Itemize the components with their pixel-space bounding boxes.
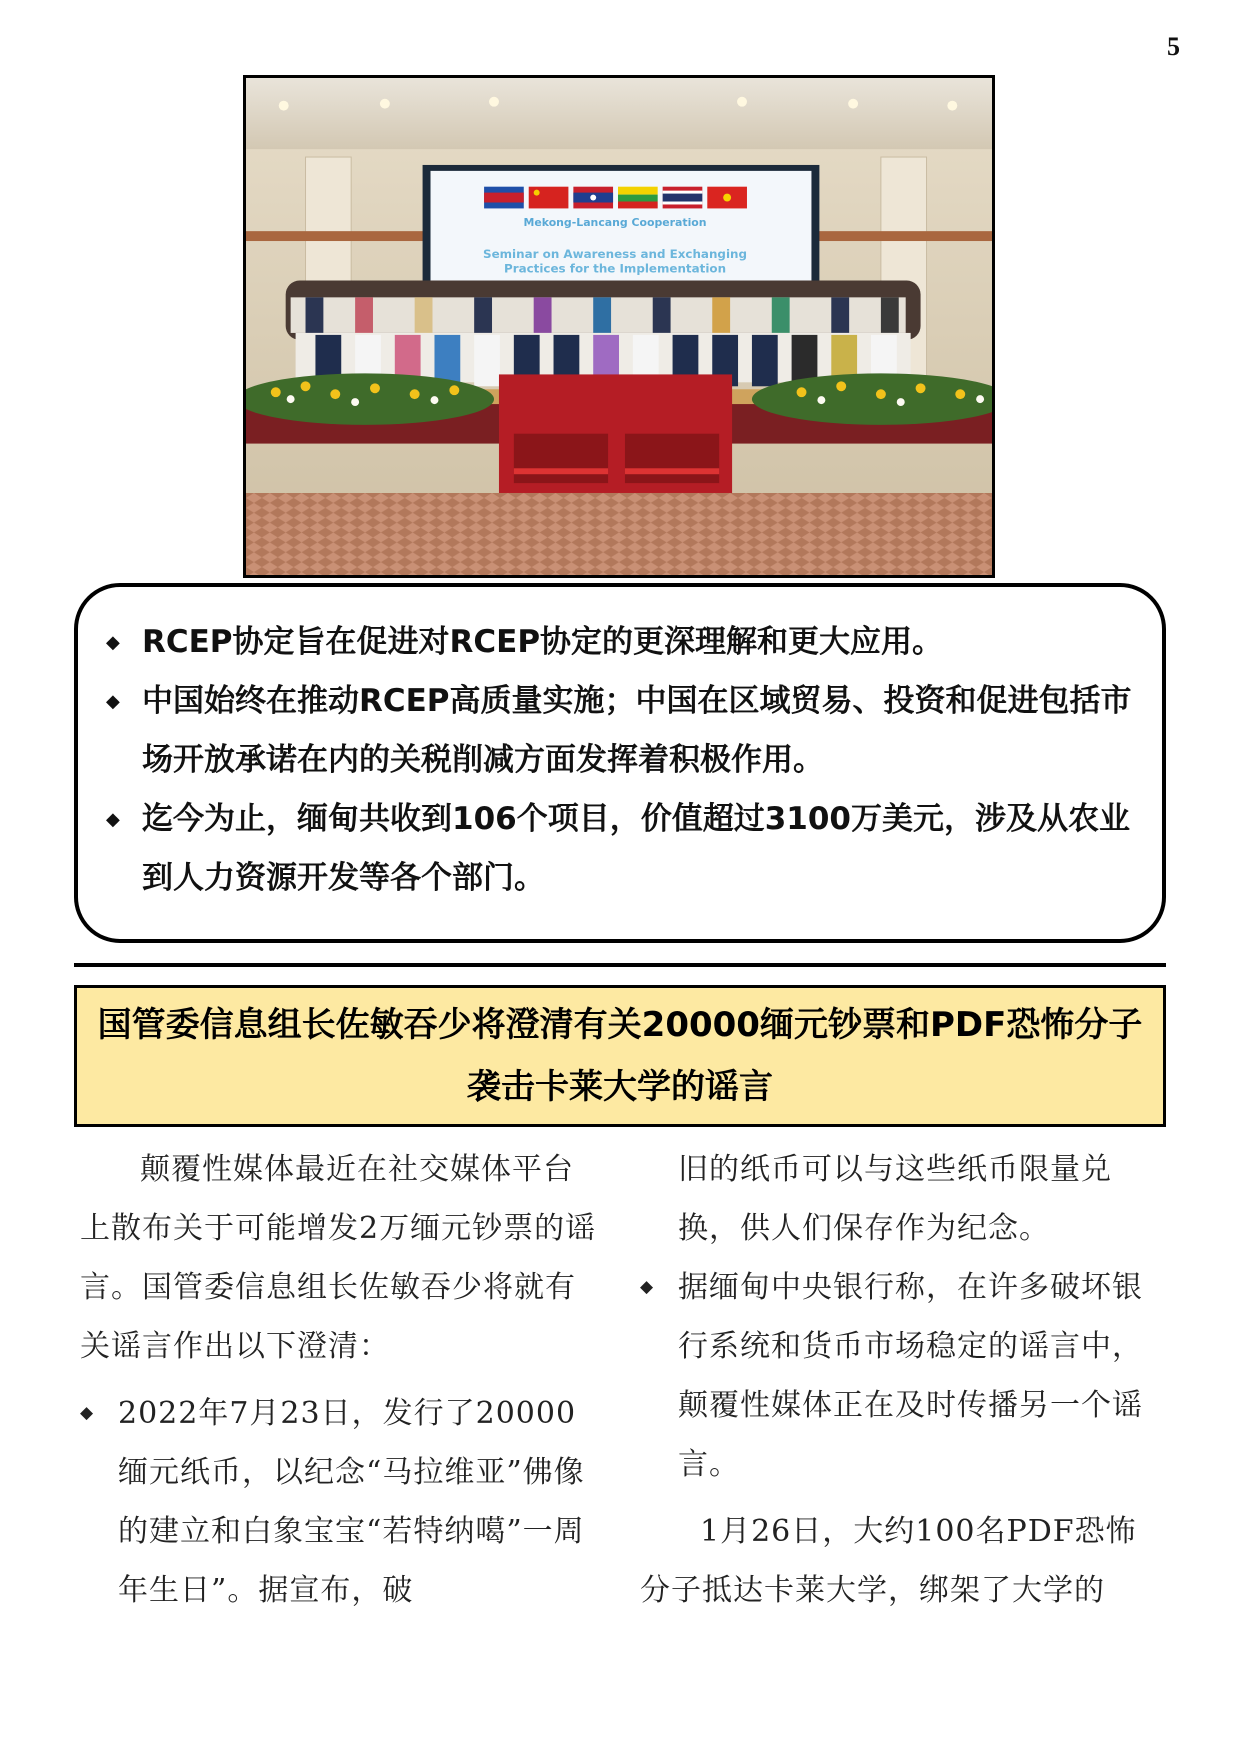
article-bullet-2-text: 据缅甸中央银行称，在许多破坏银行系统和货币市场稳定的谣言中，颠覆性媒体正在及时传播另一个谣言。	[678, 1270, 1143, 1482]
summary-text-2: 中国始终在推动RCEP高质量实施；中国在区域贸易、投资和促进包括市场开放承诺在内的关税削减方面发挥着积极作用。	[142, 683, 1132, 778]
article-column-right	[640, 1140, 1160, 1620]
summary-bullet-1	[106, 613, 1134, 672]
screen-title-line-2: Practices for the Implementation	[503, 261, 727, 276]
summary-bullet-2	[106, 672, 1134, 790]
article-bullet-2	[640, 1258, 1160, 1494]
article-bullet-1	[80, 1384, 600, 1620]
page-number: 5	[1167, 32, 1180, 61]
seminar-photo-illustration	[246, 78, 992, 575]
screen-title-line-1: Seminar on Awareness and Exchanging	[483, 246, 748, 261]
article-headline: 国管委信息组长佐敏吞少将澄清有关20000缅元钞票和PDF恐怖分子袭击卡莱大学的谣言	[97, 1005, 1143, 1107]
diamond-bullet-icon: ◆	[80, 1403, 95, 1423]
summary-text-3: 迄今为止，缅甸共收到106个项目，价值超过3100万美元，涉及从农业到人力资源开发等各个部门。	[142, 801, 1130, 896]
seminar-group-photo	[243, 75, 995, 578]
article-bullet-1-continuation: 旧的纸币可以与这些纸币限量兑换，供人们保存作为纪念。	[678, 1152, 1112, 1246]
article-bullet-1-text: 2022年7月23日，发行了20000缅元纸币，以纪念“马拉维亚”佛像的建立和白象宝宝“若特纳噶”一周年生日”。据宣布，破	[118, 1396, 585, 1608]
summary-list	[106, 613, 1134, 908]
article-paragraph-2: 1月26日，大约100名PDF恐怖分子抵达卡莱大学，绑架了大学的	[640, 1514, 1137, 1608]
section-divider	[74, 963, 1166, 967]
article-intro: 颠覆性媒体最近在社交媒体平台上散布关于可能增发2万缅元钞票的谣言。国管委信息组长佐敏吞少将就有关谣言作出以下澄清：	[80, 1152, 597, 1364]
diamond-bullet-icon: ◆	[106, 632, 120, 653]
diamond-bullet-icon: ◆	[106, 691, 120, 712]
summary-box	[74, 583, 1166, 943]
article-column-left	[80, 1140, 600, 1620]
headline-box	[74, 985, 1166, 1127]
diamond-bullet-icon: ◆	[640, 1277, 655, 1297]
summary-bullet-3	[106, 790, 1134, 908]
diamond-bullet-icon: ◆	[106, 809, 120, 830]
screen-brand-text: Mekong-Lancang Cooperation	[523, 216, 707, 230]
summary-text-1: RCEP协定旨在促进对RCEP协定的更深理解和更大应用。	[142, 624, 944, 660]
